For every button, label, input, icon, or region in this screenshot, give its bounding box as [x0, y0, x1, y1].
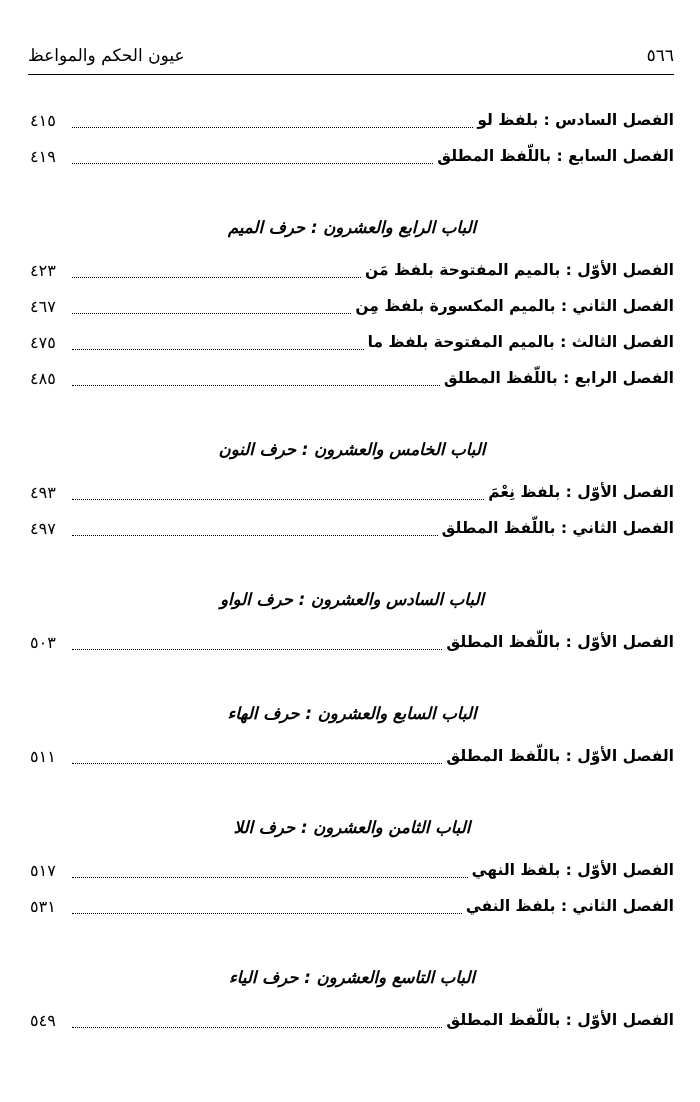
toc-entry: [30, 474, 674, 510]
dot-leader: [72, 863, 468, 878]
toc-entry-page: ٥١١: [30, 746, 56, 766]
dot-leader: [72, 371, 440, 386]
toc-entry-page: ٤٧٥: [30, 332, 56, 352]
toc-entry-label: الفصل الثاني : بالميم المكسورة بلفظ مِن: [355, 297, 674, 315]
dot-leader: [72, 1013, 442, 1028]
chapter-heading: [30, 206, 674, 248]
toc-entry: [30, 738, 674, 774]
toc-entry-page: ٤٩٧: [30, 518, 56, 538]
toc-entry-page: ٤٨٥: [30, 368, 56, 388]
toc-entry-label: الفصل الأوّل : بالميم المفتوحة بلفظ مَن: [365, 261, 674, 279]
toc-entry: [30, 510, 674, 546]
toc-entry: [30, 288, 674, 324]
table-of-contents: [30, 102, 674, 1038]
chapter-heading-text: الباب السابع والعشرون : حرف الهاء: [227, 703, 477, 723]
toc-entry-page: ٤٦٧: [30, 296, 56, 316]
toc-entry: [30, 624, 674, 660]
toc-entry: [30, 252, 674, 288]
dot-leader: [72, 635, 442, 650]
dot-leader: [72, 113, 473, 128]
toc-entry-page: ٥٣١: [30, 896, 56, 916]
toc-entry-label: الفصل الأوّل : باللّفظ المطلق: [446, 633, 674, 651]
toc-entry-page: ٥٠٣: [30, 632, 56, 652]
toc-entry-label: الفصل الأوّل : باللّفظ المطلق: [446, 747, 674, 765]
toc-entry: [30, 138, 674, 174]
toc-entry: [30, 852, 674, 888]
toc-entry-page: ٤١٥: [30, 110, 56, 130]
toc-entry-page: ٥٤٩: [30, 1010, 56, 1030]
chapter-heading-text: الباب الرابع والعشرون : حرف الميم: [227, 217, 477, 237]
chapter-heading-text: الباب التاسع والعشرون : حرف الياء: [229, 967, 475, 987]
toc-entry-label: الفصل السابع : باللّفظ المطلق: [437, 147, 674, 165]
toc-entry: [30, 102, 674, 138]
toc-entry-label: الفصل الثاني : باللّفظ المطلق: [441, 519, 674, 537]
running-header: [28, 38, 674, 75]
dot-leader: [72, 521, 438, 536]
chapter-heading-text: الباب الثامن والعشرون : حرف اللا: [233, 817, 471, 837]
dot-leader: [72, 485, 484, 500]
toc-entry: [30, 360, 674, 396]
toc-entry-label: الفصل الرابع : باللّفظ المطلق: [443, 369, 674, 387]
chapter-heading-text: الباب الخامس والعشرون : حرف النون: [218, 439, 486, 459]
dot-leader: [72, 335, 364, 350]
chapter-heading: [30, 428, 674, 470]
toc-entry-page: ٥١٧: [30, 860, 56, 880]
dot-leader: [72, 299, 351, 314]
book-title: عيون الحكم والمواعظ: [28, 46, 185, 66]
toc-entry-label: الفصل السادس : بلفظ لو: [477, 111, 674, 129]
chapter-heading: [30, 956, 674, 998]
toc-entry-page: ٤١٩: [30, 146, 56, 166]
toc-entry-label: الفصل الثاني : بلفظ النفي: [465, 897, 674, 915]
dot-leader: [72, 749, 442, 764]
chapter-heading: [30, 806, 674, 848]
dot-leader: [72, 149, 433, 164]
dot-leader: [72, 263, 361, 278]
chapter-heading: [30, 578, 674, 620]
chapter-heading-text: الباب السادس والعشرون : حرف الواو: [220, 589, 484, 609]
toc-entry-page: ٤٢٣: [30, 260, 56, 280]
toc-entry-label: الفصل الأوّل : بلفظ نِعْمَ: [488, 483, 674, 501]
toc-entry: [30, 324, 674, 360]
toc-entry: [30, 1002, 674, 1038]
toc-entry: [30, 888, 674, 924]
toc-entry-label: الفصل الثالث : بالميم المفتوحة بلفظ ما: [367, 333, 674, 351]
page-number: ٥٦٦: [646, 46, 674, 66]
dot-leader: [72, 899, 462, 914]
chapter-heading: [30, 692, 674, 734]
toc-entry-page: ٤٩٣: [30, 482, 56, 502]
toc-entry-label: الفصل الأوّل : باللّفظ المطلق: [446, 1011, 674, 1029]
toc-entry-label: الفصل الأوّل : بلفظ النهي: [471, 861, 674, 879]
